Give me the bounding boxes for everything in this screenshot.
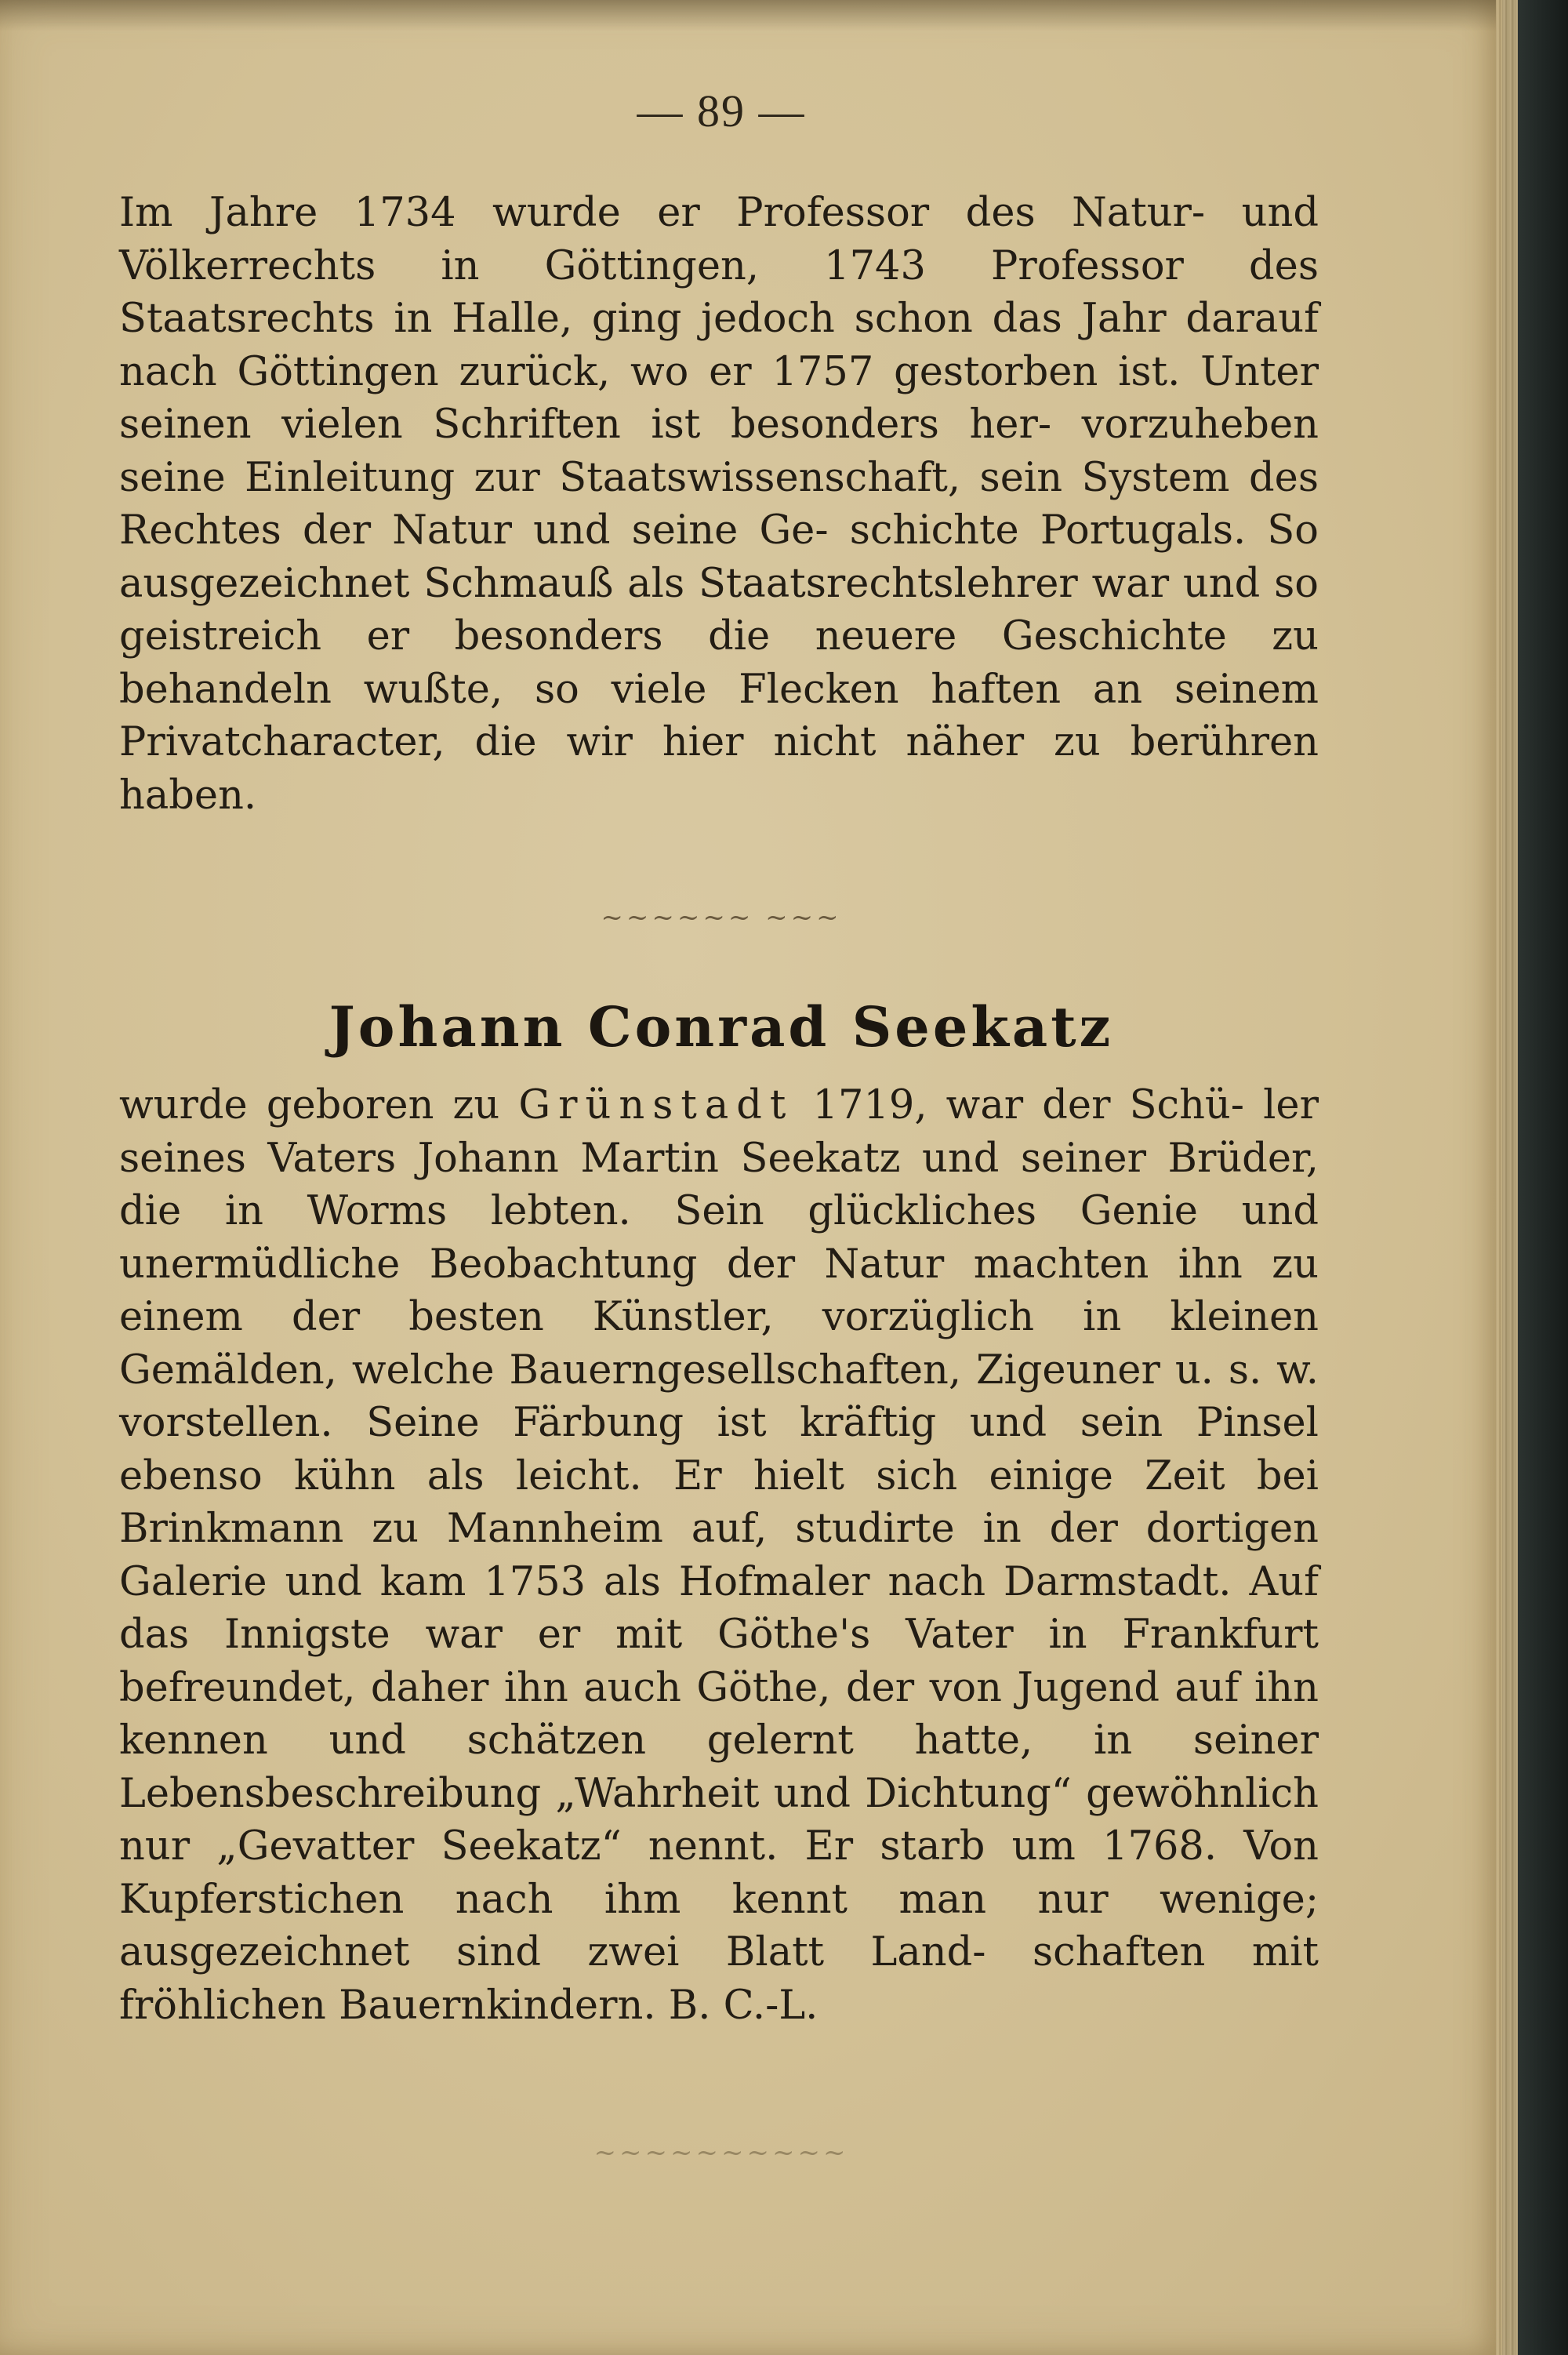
place-name-gruenstadt: Grünstadt bbox=[518, 1082, 794, 1128]
top-shadow bbox=[0, 0, 1502, 31]
paragraph-seekatz bbox=[119, 1079, 1319, 2032]
page-edges bbox=[1496, 0, 1518, 2355]
section-heading: Johann Conrad Seekatz bbox=[328, 994, 1114, 1059]
page-number: — 89 — bbox=[637, 85, 806, 136]
paragraph-body: 1719, war der Schü- ler seines Vaters Johann Martin Seekatz und seiner Brüder, die in Worms lebten. Sein glückliches Genie und unermüdliche Beobachtung der Natur machten ihn zu einem der besten Künstler, vorzüglich in kleinen Gemälden, welche Bauerngesellschaften, Zigeuner u. s. w. vorstellen. Seine Färbung ist kräftig und sein Pinsel ebenso kühn als leicht. Er hielt sich einige Zeit bei Brinkmann zu Mannheim auf, studirte in der dortigen Galerie und kam 1753 als Hofmaler nach Darmstadt. Auf das Innigste war er mit Göthe's Vater in Frankfurt befreundet, daher ihn auch Göthe, der von Jugend auf ihn kennen und schätzen gelernt hatte, in seiner Lebensbeschreibung „Wahrheit und Dichtung“ gewöhnlich nur „Gevatter Seekatz“ nennt. Er starb um 1768. Von Kupferstichen nach ihm kennt man nur wenige; ausgezeichnet sind zwei Blatt Land- schaften mit fröhlichen Bauernkindern. bbox=[119, 1082, 1319, 2029]
section-divider-ornament: ~~~~~~ ~~~ bbox=[601, 902, 842, 933]
paragraph-schmauss: Im Jahre 1734 wurde er Professor des Natur- und Völkerrechts in Göttingen, 1743 Professor des Staatsrechts in Halle, ging jedoch schon das Jahr darauf nach Göttingen zurück, wo er 1757 gestorben ist. Unter seinen vielen Schriften ist besonders her- vorzuheben seine Einleitung zur Staatswissenschaft, sein System des Rechtes der Natur und seine Ge- schichte Portugals. So ausgezeichnet Schmauß als Staatsrechtslehrer war und so geistreich er besonders die neuere Geschichte zu behandeln wußte, so viele Flecken haften an seinem Privatcharacter, die wir hier nicht näher zu berühren haben. bbox=[119, 190, 1319, 819]
book-cover-edge bbox=[1518, 0, 1568, 2355]
bottom-ornament: ~~~~~~~~~~ bbox=[593, 2137, 849, 2168]
paragraph-intro: wurde geboren zu bbox=[119, 1082, 500, 1128]
author-signature: B. C.-L. bbox=[668, 1982, 818, 2029]
